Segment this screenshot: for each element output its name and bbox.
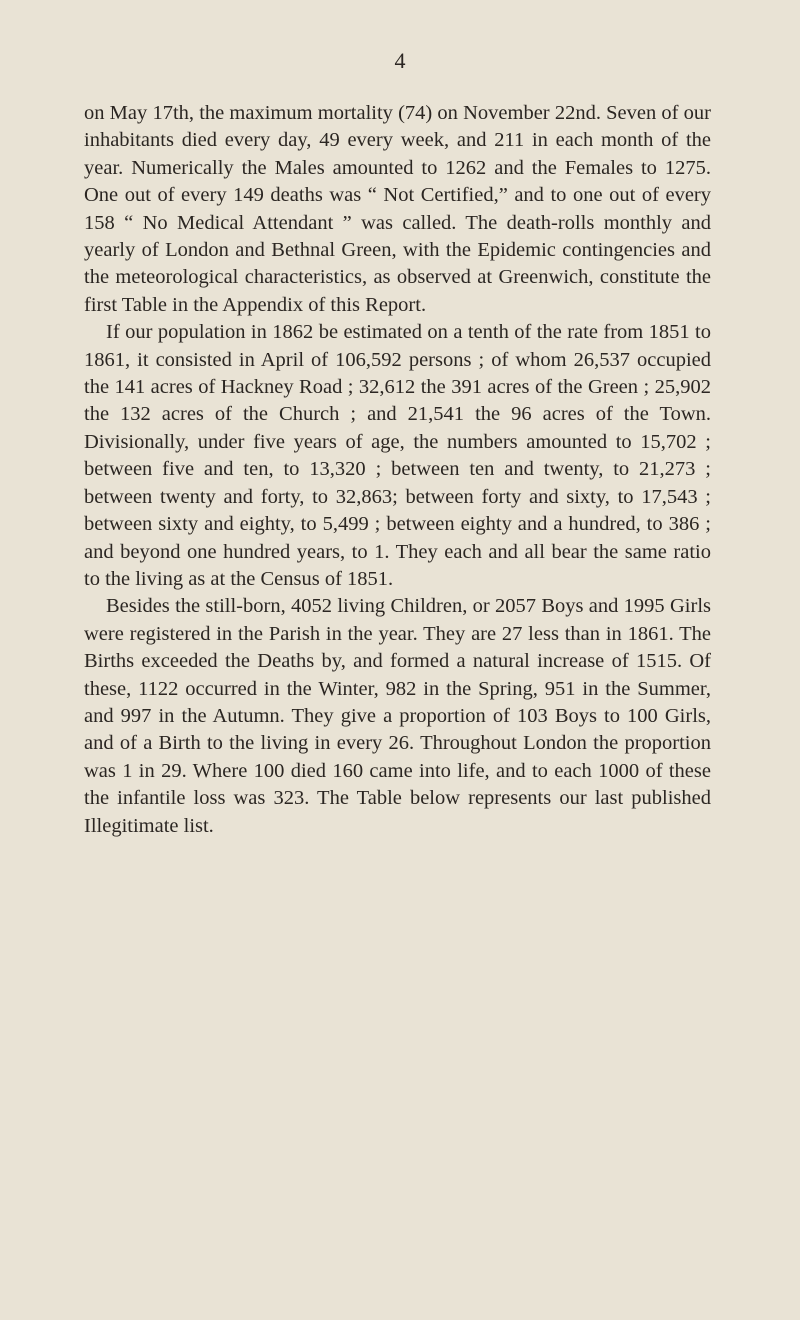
paragraph: If our population in 1862 be estimated on a tenth of the rate from 1851 to 1861, it consisted in April of 106,592 persons ; of whom 26,537 occupied the 141 acres of Hackney Road ; 32,612 the 391 acres of the Green ; 25,902 the 132 acres of the Church ; and 21,541 the 96 acres of the Town. Divisionally, under five years of age, the numbers amounted to 15,702 ; between five and ten, to 13,320 ; between ten and twenty, to 21,273 ; between twenty and forty, to 32,863; between forty and sixty, to 17,543 ; between sixty and eighty, to 5,499 ; between eighty and a hundred, to 386 ; and beyond one hundred years, to 1. They each and all bear the same ratio to the living as at the Census of 1851. [84, 321, 711, 590]
body-text [84, 100, 711, 840]
page-number: 4 [394, 48, 406, 73]
paragraph: on May 17th, the maximum mortality (74) on November 22nd. Seven of our inhabitants died every day, 49 every week, and 211 in each month of the year. Numerically the Males amounted to 1262 and the Females to 1275. One out of every 149 deaths was “ Not Certified,” and to one out of every 158 “ No Medical Attendant ” was called. The death-rolls monthly and yearly of London and Bethnal Green, with the Epidemic contingencies and the meteorological characteristics, as observed at Greenwich, constitute the first Table in the Appendix of this Report. [84, 102, 711, 316]
paragraph: Besides the still-born, 4052 living Children, or 2057 Boys and 1995 Girls were registered in the Parish in the year. They are 27 less than in 1861. The Births exceeded the Deaths by, and formed a natural increase of 1515. Of these, 1122 occurred in the Winter, 982 in the Spring, 951 in the Summer, and 997 in the Autumn. They give a proportion of 103 Boys to 100 Girls, and of a Birth to the living in every 26. Throughout London the proportion was 1 in 29. Where 100 died 160 came into life, and to each 1000 of these the infantile loss was 323. The Table below represents our last published Illegitimate list. [84, 595, 711, 837]
